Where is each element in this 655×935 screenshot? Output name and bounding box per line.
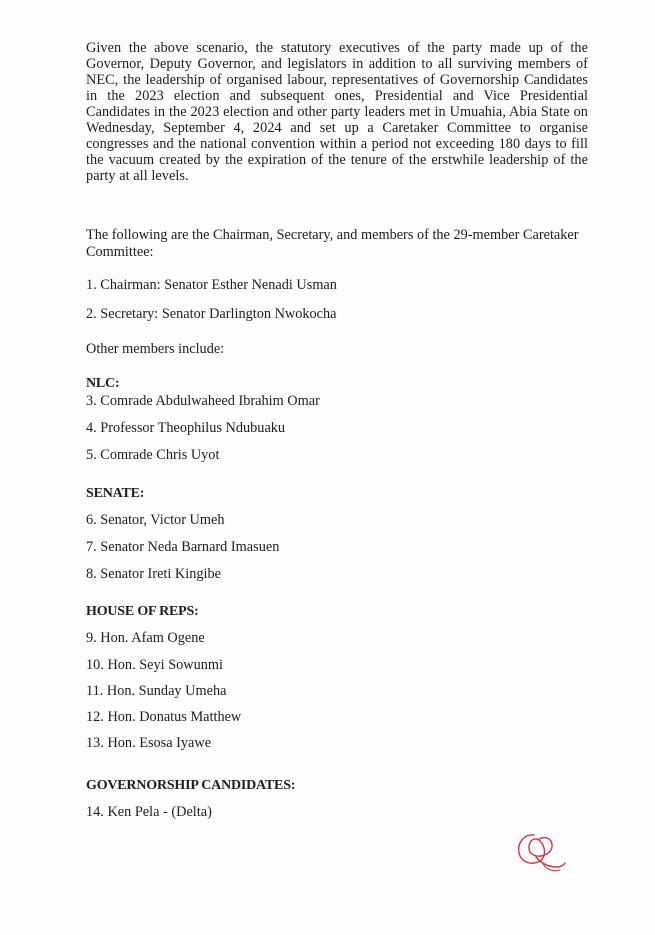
member-item: 12. Hon. Donatus Matthew	[86, 709, 242, 725]
member-item: 4. Professor Theophilus Ndubuaku	[86, 420, 286, 436]
member-item: 8. Senator Ireti Kingibe	[86, 566, 221, 582]
member-item: 7. Senator Neda Barnard Imasuen	[86, 539, 280, 555]
section-heading-senate: SENATE:	[86, 486, 145, 501]
member-item: 9. Hon. Afam Ogene	[86, 630, 205, 646]
lead-paragraph: The following are the Chairman, Secretary, and members of the 29-member Caretaker Committee:	[86, 227, 579, 260]
section-heading-nlc: NLC:	[86, 376, 120, 391]
member-item: 11. Hon. Sunday Umeha	[86, 683, 227, 699]
section-heading-house-of-reps: HOUSE OF REPS:	[86, 604, 199, 619]
intro-paragraph: Given the above scenario, the statutory executives of the party made up of the Governor, Deputy Governor, and legislators in addition to all surviving members of NEC, the leadership of organised labour, representatives of Governorship Candidates in the 2023 election and subsequent ones, Presidential and Vice Presidential Candidates in the 2023 election and other party leaders met in Umuahia, Abia State on Wednesday, September 4, 2024 and set up a Caretaker Committee to organise congresses and the national convention within a period not exceeding 180 days to fill the vacuum created by the expiration of the tenure of the erstwhile leadership of the party at all levels.	[86, 40, 588, 184]
secretary-line: 2. Secretary: Senator Darlington Nwokocha	[86, 306, 337, 322]
member-item: 3. Comrade Abdulwaheed Ibrahim Omar	[86, 393, 320, 409]
handwritten-initials	[510, 826, 570, 874]
member-item: 10. Hon. Seyi Sowunmi	[86, 657, 224, 673]
member-item: 6. Senator, Victor Umeh	[86, 512, 225, 528]
member-item: 5. Comrade Chris Uyot	[86, 447, 220, 463]
section-heading-governorship-candidates: GOVERNORSHIP CANDIDATES:	[86, 778, 296, 793]
member-item: 14. Ken Pela - (Delta)	[86, 804, 212, 820]
member-item: 13. Hon. Esosa Iyawe	[86, 735, 212, 751]
chairman-line: 1. Chairman: Senator Esther Nenadi Usman	[86, 277, 337, 293]
other-members-intro: Other members include:	[86, 341, 225, 357]
